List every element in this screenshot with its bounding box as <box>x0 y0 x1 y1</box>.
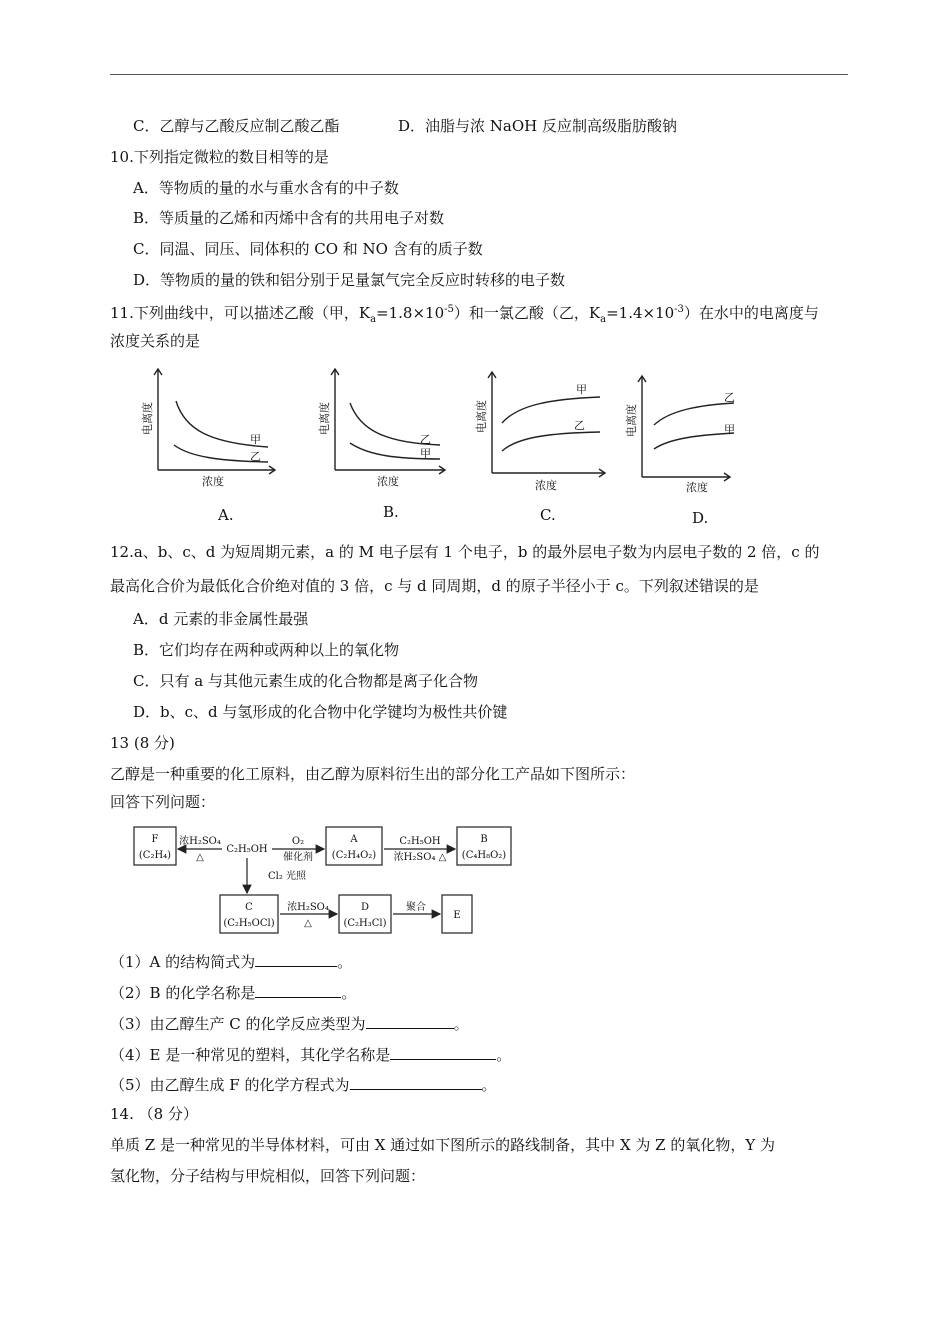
svg-text:D: D <box>360 902 370 913</box>
header-rule <box>110 74 848 75</box>
q13-head: 13 (8 分) <box>110 734 175 752</box>
graph-d-yi: 乙 <box>724 391 735 404</box>
option-c-top: C．乙醇与乙酸反应制乙酸乙酯 <box>133 117 340 135</box>
q12-option-c: C．只有 a 与其他元素生成的化合物都是离子化合物 <box>133 672 478 690</box>
answer-blank-1[interactable] <box>255 950 337 967</box>
q11-graphs <box>140 365 740 530</box>
graph-b-jia: 甲 <box>420 447 431 460</box>
q13-sub5: （5）由乙醇生成 F 的化学方程式为 。 <box>110 1073 497 1095</box>
graph-c-label: C. <box>540 506 556 524</box>
svg-text:C₂H₅OH: C₂H₅OH <box>226 844 268 855</box>
graph-c-yi: 乙 <box>574 419 585 432</box>
q12-line1: 12.a、b、c、d 为短周期元素，a 的 M 电子层有 1 个电子，b 的最外层电子数为内层电子数的 2 倍，c 的 <box>110 543 820 561</box>
svg-text:△: △ <box>196 852 204 863</box>
graph-d-label: D. <box>692 509 709 527</box>
svg-text:浓H₂SO₄: 浓H₂SO₄ <box>287 902 329 913</box>
svg-text:O₂: O₂ <box>291 836 305 847</box>
graph-a-yi: 乙 <box>250 450 261 463</box>
graph-d-ylabel: 电离度 <box>625 404 638 437</box>
graph-c-ylabel: 电离度 <box>475 400 488 433</box>
graph-b-ylabel: 电离度 <box>318 402 331 435</box>
svg-text:B: B <box>480 834 488 845</box>
q13-sub1: （1）A 的结构简式为 。 <box>110 950 352 972</box>
svg-text:C: C <box>245 902 253 913</box>
q13-sub3: （3）由乙醇生产 C 的化学反应类型为 。 <box>110 1012 469 1034</box>
svg-text:(C₂H₃Cl): (C₂H₃Cl) <box>343 918 387 929</box>
q11-stem-line2: 浓度关系的是 <box>110 332 201 350</box>
q11-stem: 11.下列曲线中，可以描述乙酸（甲，$K_a=1.8\times 10^{-5}$）和一氯乙酸（乙，$K_a=1.4\times 10^{-3}$）在水中的电离度与 <box>110 304 819 325</box>
svg-text:△: △ <box>304 918 312 929</box>
q13-diagram <box>130 822 515 937</box>
svg-text:C₂H₅OH: C₂H₅OH <box>399 836 441 847</box>
answer-blank-5[interactable] <box>350 1073 482 1090</box>
graph-b-xlabel: 浓度 <box>377 475 399 488</box>
graph-a-label: A. <box>218 506 234 524</box>
svg-text:(C₂H₄): (C₂H₄) <box>138 850 172 861</box>
q10-option-b: B．等质量的乙烯和丙烯中含有的共用电子对数 <box>133 209 445 227</box>
q13-intro: 乙醇是一种重要的化工原料，由乙醇为原料衍生出的部分化工产品如下图所示： <box>110 765 636 783</box>
svg-text:聚合: 聚合 <box>406 902 426 913</box>
q14-head: 14. （8 分） <box>110 1105 198 1123</box>
answer-blank-2[interactable] <box>255 981 341 998</box>
q10-stem: 10.下列指定微粒的数目相等的是 <box>110 148 329 166</box>
svg-text:(C₂H₅OCl): (C₂H₅OCl) <box>223 918 275 929</box>
graph-c-jia: 甲 <box>576 383 587 396</box>
q14-line1: 单质 Z 是一种常见的半导体材料，可由 X 通过如下图所示的路线制备，其中 X 为 Z 的氧化物，Y 为 <box>110 1136 776 1154</box>
q10-option-a: A．等物质的量的水与重水含有的中子数 <box>133 179 399 197</box>
graph-b-label: B. <box>383 503 399 521</box>
svg-text:E: E <box>453 910 461 921</box>
graph-c-xlabel: 浓度 <box>535 479 557 492</box>
q12-option-d: D．b、c、d 与氢形成的化合物中化学键均为极性共价键 <box>133 703 508 721</box>
graph-a-xlabel: 浓度 <box>202 475 224 488</box>
graph-d-jia: 甲 <box>724 423 735 436</box>
graph-a-ylabel: 电离度 <box>141 402 154 435</box>
svg-text:(C₄H₈O₂): (C₄H₈O₂) <box>461 850 507 861</box>
answer-blank-4[interactable] <box>390 1043 496 1060</box>
q12-line2: 最高化合价为最低化合价绝对值的 3 倍，c 与 d 同周期，d 的原子半径小于 c。下列叙述错误的是 <box>110 577 759 595</box>
q13-ask: 回答下列问题： <box>110 793 216 811</box>
q13-sub4: （4）E 是一种常见的塑料，其化学名称是 。 <box>110 1043 511 1065</box>
graph-b-yi: 乙 <box>420 433 431 446</box>
svg-text:Cl₂ 光照: Cl₂ 光照 <box>268 871 307 882</box>
graph-d-xlabel: 浓度 <box>686 481 708 494</box>
svg-text:A: A <box>350 834 358 845</box>
svg-text:(C₂H₄O₂): (C₂H₄O₂) <box>331 850 377 861</box>
svg-text:浓H₂SO₄: 浓H₂SO₄ <box>179 836 221 847</box>
q10-option-d: D．等物质的量的铁和铝分别于足量氯气完全反应时转移的电子数 <box>133 271 566 289</box>
q10-option-c: C．同温、同压、同体积的 CO 和 NO 含有的质子数 <box>133 240 483 258</box>
graph-a-jia: 甲 <box>250 433 261 446</box>
q13-sub2: （2）B 的化学名称是 。 <box>110 981 356 1003</box>
ka-sub-2: a <box>600 314 607 325</box>
option-d-top: D．油脂与浓 NaOH 反应制高级脂肪酸钠 <box>398 117 678 135</box>
q12-option-b: B．它们均存在两种或两种以上的氧化物 <box>133 641 400 659</box>
svg-text:浓H₂SO₄ △: 浓H₂SO₄ △ <box>393 852 447 863</box>
q14-line2: 氢化物，分子结构与甲烷相似，回答下列问题： <box>110 1167 426 1185</box>
svg-text:催化剂: 催化剂 <box>283 852 313 863</box>
q12-option-a: A．d 元素的非金属性最强 <box>133 610 309 628</box>
answer-blank-3[interactable] <box>366 1012 454 1029</box>
svg-text:F: F <box>151 834 159 845</box>
